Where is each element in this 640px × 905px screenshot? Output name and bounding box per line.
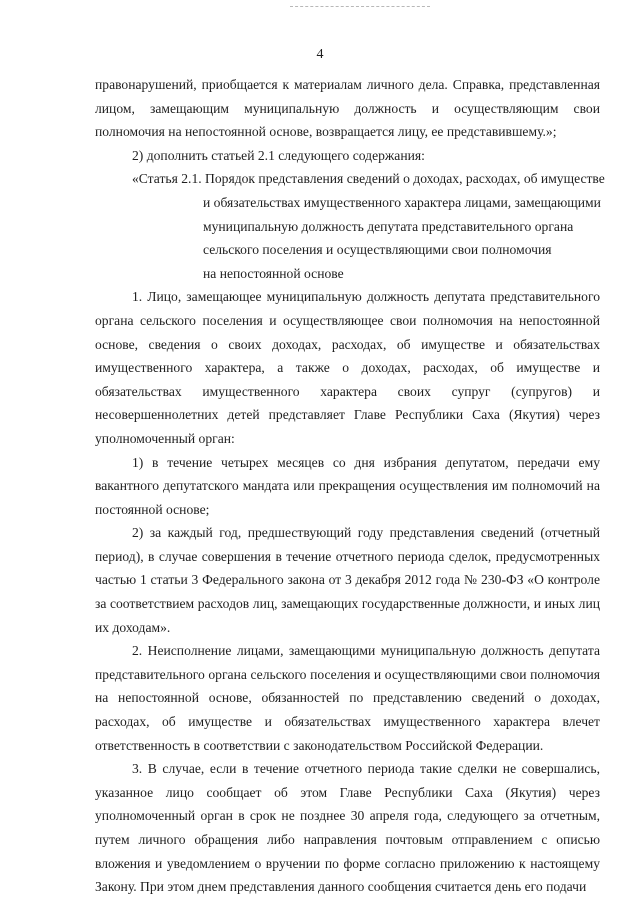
paragraph-clause-1: 1. Лицо, замещающее муниципальную должность депутата представительного органа сельского поселения и осуществляющее свои полномочия на непостоянной основе, сведения о своих доходах, расходах, об имуществе и обязательствах имущественного характера, а также о доходах, расходах, об имуществе и обязательствах имущественного характера своих супруг (супругов) и несовершеннолетних детей представляет Главе Республики Саха (Якутия) через уполномоченный орган:: [95, 289, 600, 446]
article-title-line: на непостоянной основе: [203, 265, 344, 281]
paragraph-subclause-2: 2) за каждый год, предшествующий году представления сведений (отчетный период), в случае совершения в течение отчетного периода сделок, предусмотренных частью 1 статьи 3 Федерального закона от 3 декабря 2012 года № 230-ФЗ «О контроле за соответствием расходов лиц, замещающих государственные должности, и иных лиц их доходам».: [95, 525, 600, 635]
document-body: [95, 73, 605, 899]
page-number: 4: [316, 47, 324, 62]
paragraph-subclause-1: 1) в течение четырех месяцев со дня избрания депутатом, передачи ему вакантного депутатского мандата или прекращения осуществления им полномочий на постоянной основе;: [95, 454, 600, 517]
article-title-line: сельского поселения и осуществляющими свои полномочия: [203, 242, 552, 258]
article-title-line: «Статья 2.1. Порядок представления сведений о доходах, расходах, об имуществе: [132, 171, 605, 187]
article-title-line: муниципальную должность депутата представительного органа: [203, 218, 574, 234]
article-title-line: и обязательствах имущественного характера лицами, замещающими: [203, 194, 601, 210]
scan-artifact: [290, 6, 430, 9]
article-title: [95, 167, 605, 285]
paragraph-clause-2: 2. Неисполнение лицами, замещающими муниципальную должность депутата представительного органа сельского поселения и осуществляющими свои полномочия на непостоянной основе, обязанностей по представлению сведений о доходах, расходах, об имуществе и обязательствах имущественного характера влечет ответственность в соответствии с законодательством Российской Федерации.: [95, 643, 600, 753]
paragraph-clause-3: 3. В случае, если в течение отчетного периода такие сделки не совершались, указанное лицо сообщает об этом Главе Республики Саха (Якутия) через уполномоченный орган в срок не позднее 30 апреля года, следующего за отчетным, путем личного обращения либо направления почтовым отправлением с описью вложения и уведомлением о вручении по форме согласно приложению к настоящему Закону. При этом днем представления данного сообщения считается день его подачи: [95, 761, 600, 895]
paragraph-amendment-2: 2) дополнить статьей 2.1 следующего содержания:: [132, 147, 425, 163]
paragraph-continuation: правонарушений, приобщается к материалам личного дела. Справка, представленная лицом, замещающим муниципальную должность и осуществляющим свои полномочия на непостоянной основе, возвращается лицу, ее представившему.»;: [95, 77, 600, 140]
